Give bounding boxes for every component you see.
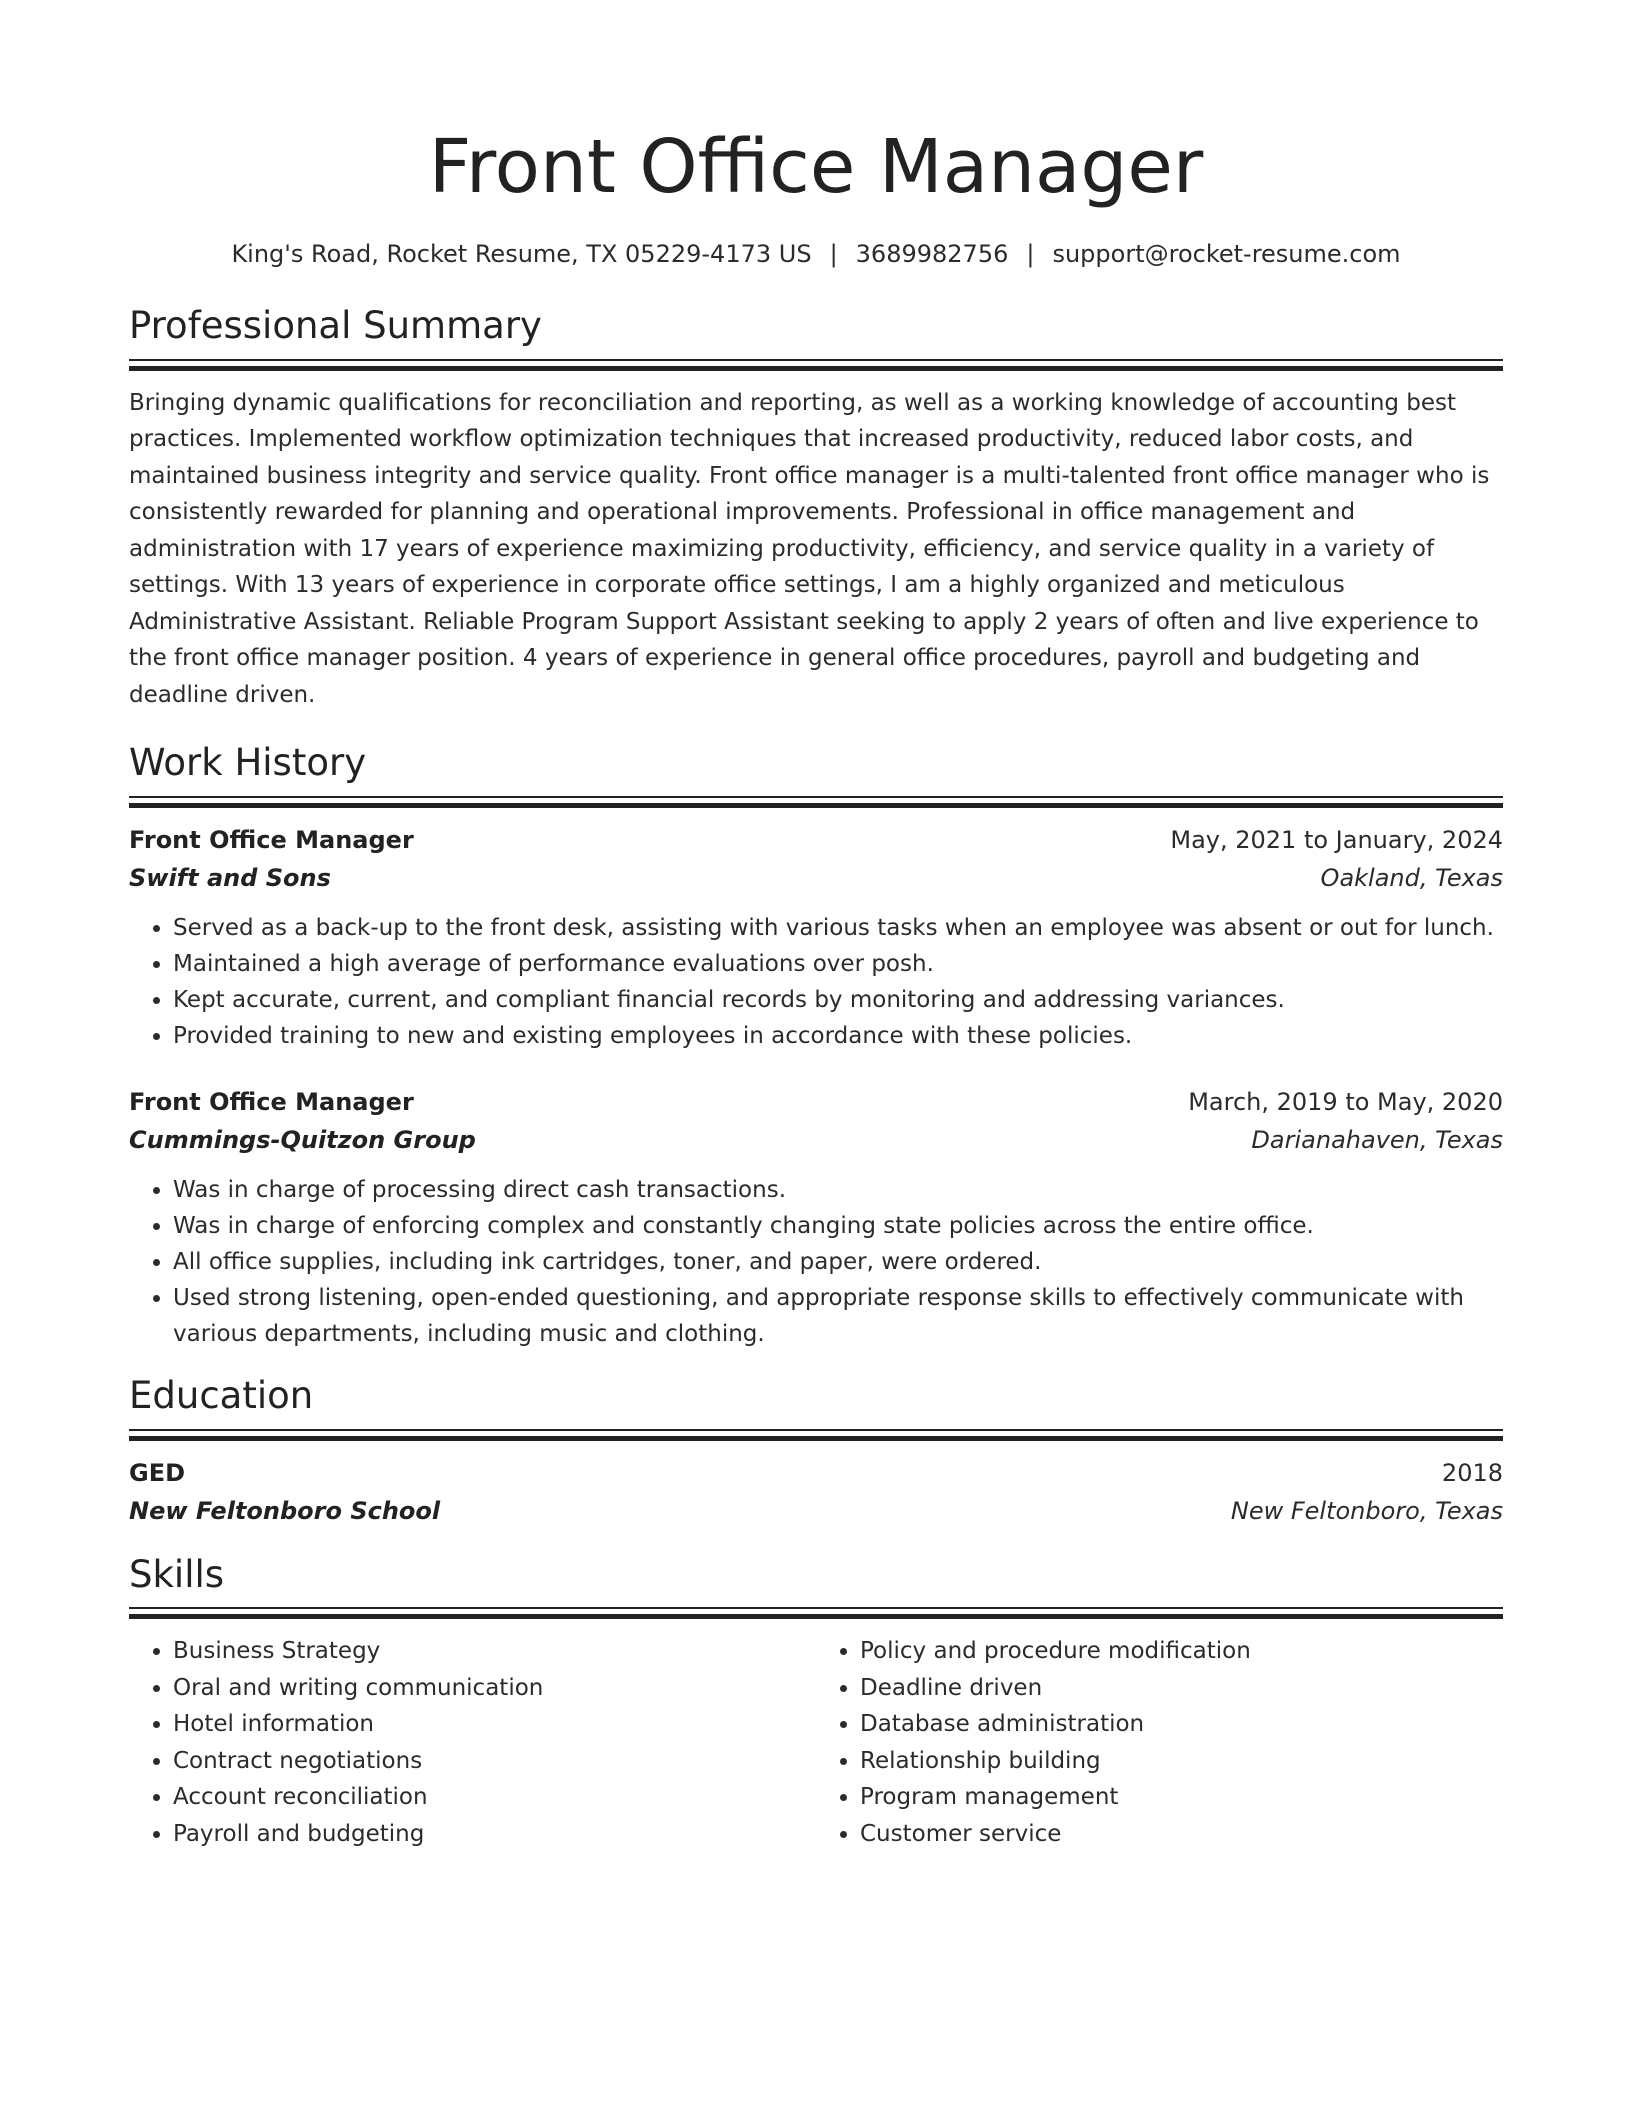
job-location: Darianahaven, Texas xyxy=(1251,1125,1503,1154)
skill-item: • Deadline driven xyxy=(860,1670,1503,1707)
job-company: Cummings-Quitzon Group xyxy=(129,1125,476,1154)
contact-email: support@rocket-resume.com xyxy=(1052,240,1401,268)
section-divider xyxy=(129,1607,1503,1619)
job-bullets xyxy=(129,1172,1503,1352)
job-entry xyxy=(129,826,1503,1054)
job-bullets xyxy=(129,910,1503,1054)
skill-item: • Policy and procedure modification xyxy=(860,1633,1503,1670)
skill-item: • Oral and writing communication xyxy=(173,1670,816,1707)
job-bullet: • Was in charge of enforcing complex and constantly changing state policies across the entire office. xyxy=(173,1208,1503,1244)
contact-address: King's Road, Rocket Resume, TX 05229-4173 US xyxy=(231,240,812,268)
skill-item: • Contract negotiations xyxy=(173,1743,816,1780)
skills-columns xyxy=(129,1633,1503,1852)
job-bullet: • Used strong listening, open-ended questioning, and appropriate response skills to effectively communicate with various departments, including music and clothing. xyxy=(173,1280,1503,1352)
job-company: Swift and Sons xyxy=(129,863,331,892)
summary-text: Bringing dynamic qualifications for reconciliation and reporting, as well as a working knowledge of accounting best practices. Implemented workflow optimization techniques that increased productivity, reduced labor costs, and maintained business integrity and service quality. Front office manager is a multi-talented front office manager who is consistently rewarded for planning and operational improvements. Professional in office management and administration with 17 years of experience maximizing productivity, efficiency, and service quality in a variety of settings. With 13 years of experience in corporate office settings, I am a highly organized and meticulous Administrative Assistant. Reliable Program Support Assistant seeking to apply 2 years of often and live experience to the front office manager position. 4 years of experience in general office procedures, payroll and budgeting and deadline driven. xyxy=(129,389,1490,708)
skills-list-right xyxy=(816,1633,1503,1852)
work-history-section xyxy=(129,743,1503,1352)
job-title: Front Office Manager xyxy=(129,1087,414,1116)
summary-section xyxy=(129,306,1503,713)
job-bullet: • Was in charge of processing direct cash transactions. xyxy=(173,1172,1503,1208)
job-bullet: • Maintained a high average of performance evaluations over posh. xyxy=(173,946,1503,982)
job-entry xyxy=(129,1088,1503,1352)
skill-item: • Database administration xyxy=(860,1706,1503,1743)
contact-line xyxy=(129,240,1503,268)
skill-item: • Account reconciliation xyxy=(173,1779,816,1816)
contact-separator: | xyxy=(829,240,838,268)
education-section xyxy=(129,1373,1503,1525)
contact-phone: 3689982756 xyxy=(855,240,1009,268)
section-title-skills: Skills xyxy=(129,1552,225,1596)
section-title-education: Education xyxy=(129,1373,314,1417)
job-title: Front Office Manager xyxy=(129,825,414,854)
skill-item: • Relationship building xyxy=(860,1743,1503,1780)
education-year: 2018 xyxy=(1441,1458,1503,1487)
skill-item: • Business Strategy xyxy=(173,1633,816,1670)
job-bullet: • Provided training to new and existing employees in accordance with these policies. xyxy=(173,1018,1503,1054)
section-title-work-history: Work History xyxy=(129,741,367,785)
education-degree: GED xyxy=(129,1458,186,1487)
education-school: New Feltonboro School xyxy=(129,1496,441,1525)
skill-item: • Customer service xyxy=(860,1816,1503,1853)
job-bullet: • Served as a back-up to the front desk, assisting with various tasks when an employee was absent or out for lunch. xyxy=(173,910,1503,946)
job-dates: May, 2021 to January, 2024 xyxy=(1170,825,1503,854)
section-divider xyxy=(129,1429,1503,1441)
job-dates: March, 2019 to May, 2020 xyxy=(1188,1087,1503,1116)
section-divider xyxy=(129,796,1503,808)
section-title-summary: Professional Summary xyxy=(129,304,542,347)
job-location: Oakland, Texas xyxy=(1320,863,1503,892)
skill-item: • Program management xyxy=(860,1779,1503,1816)
job-bullet: • Kept accurate, current, and compliant financial records by monitoring and addressing variances. xyxy=(173,982,1503,1018)
job-bullet: • All office supplies, including ink cartridges, toner, and paper, were ordered. xyxy=(173,1244,1503,1280)
resume-name: Front Office Manager xyxy=(428,124,1204,210)
education-location: New Feltonboro, Texas xyxy=(1230,1496,1503,1525)
skill-item: • Hotel information xyxy=(173,1706,816,1743)
section-divider xyxy=(129,359,1503,371)
skills-section xyxy=(129,1552,1503,1853)
skills-list-left xyxy=(129,1633,816,1852)
skill-item: • Payroll and budgeting xyxy=(173,1816,816,1853)
contact-separator: | xyxy=(1026,240,1035,268)
